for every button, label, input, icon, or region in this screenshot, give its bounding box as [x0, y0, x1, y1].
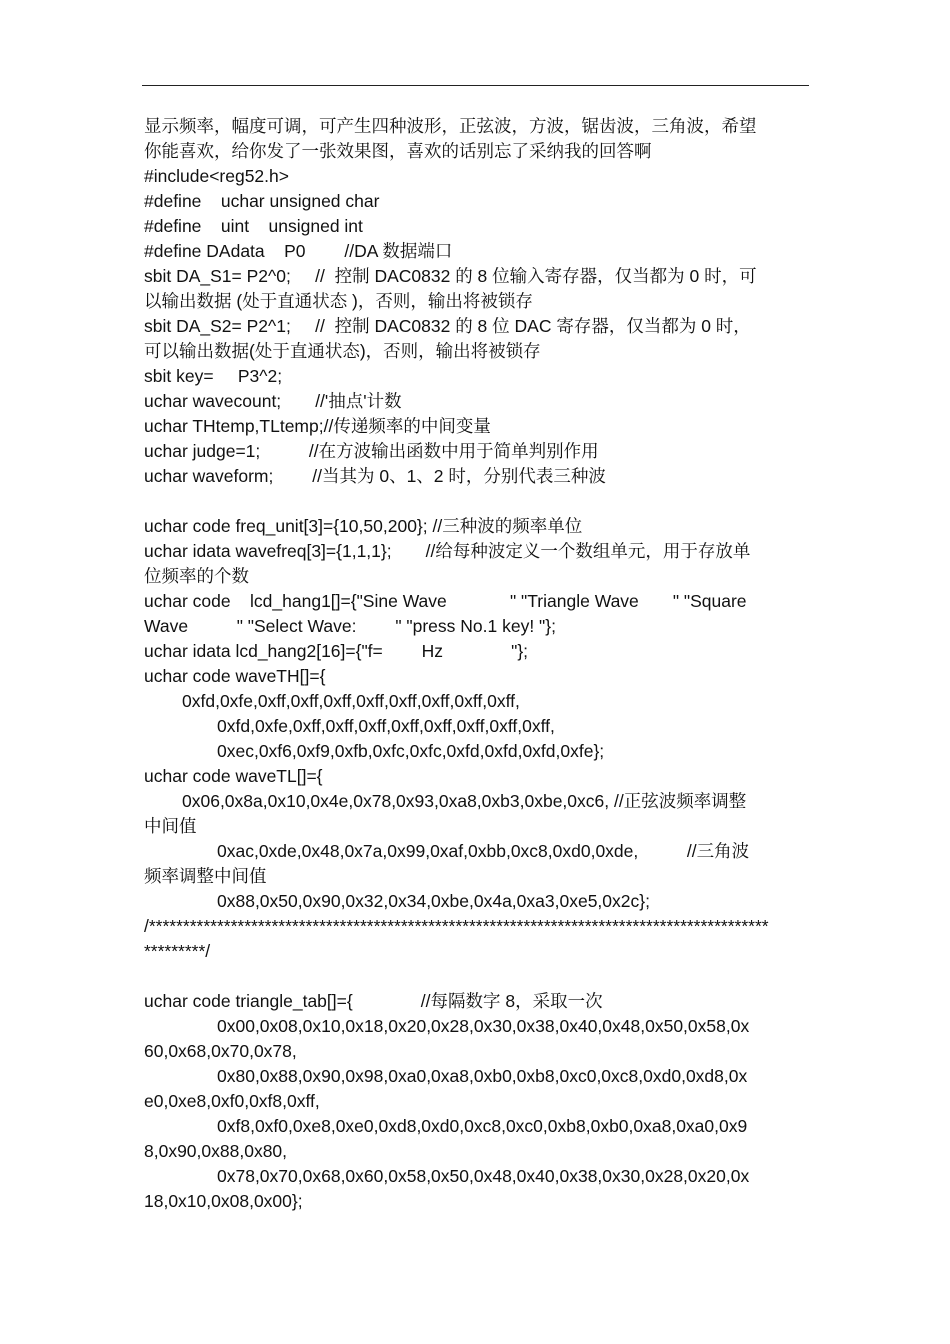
code-line: 0xfd,0xfe,0xff,0xff,0xff,0xff,0xff,0xff,0xff,0xff, — [182, 691, 520, 711]
code-line: uchar idata wavefreq[3]={1,1,1}; //给每种波定义一个数组单元，用于存放单 — [144, 541, 751, 561]
code-line: 以输出数据 (处于直通状态 )，否则，输出将被锁存 — [144, 291, 533, 311]
code-line: uchar code waveTH[]={ — [144, 666, 326, 686]
text-line: 显示频率，幅度可调，可产生四种波形，正弦波，方波，锯齿波，三角波，希望 — [144, 116, 757, 136]
code-line: 可以输出数据(处于直通状态)，否则，输出将被锁存 — [144, 341, 541, 361]
code-line: uchar code triangle_tab[]={ //每隔数字 8，采取一次 — [144, 991, 603, 1011]
blank-line — [144, 489, 812, 514]
code-line: 0xec,0xf6,0xf9,0xfb,0xfc,0xfc,0xfd,0xfd,0xfd,0xfe}; — [217, 741, 605, 761]
code-line: 0x78,0x70,0x68,0x60,0x58,0x50,0x48,0x40,0x38,0x30,0x28,0x20,0x — [217, 1166, 750, 1186]
code-line: uchar THtemp,TLtemp;//传递频率的中间变量 — [144, 416, 491, 436]
code-line: Wave " "Select Wave: " "press No.1 key! "}; — [144, 616, 556, 636]
code-line: 0xf8,0xf0,0xe8,0xe0,0xd8,0xd0,0xc8,0xc0,0xb8,0xb0,0xa8,0xa0,0x9 — [217, 1116, 748, 1136]
code-line: 0x00,0x08,0x10,0x18,0x20,0x28,0x30,0x38,0x40,0x48,0x50,0x58,0x — [217, 1016, 750, 1036]
blank-line — [144, 964, 812, 989]
code-line: #define DAdata P0 //DA 数据端口 — [144, 241, 453, 261]
code-line: e0,0xe8,0xf0,0xf8,0xff, — [144, 1091, 320, 1111]
code-line: uchar code lcd_hang1[]={"Sine Wave " "Triangle Wave " "Square — [144, 591, 747, 611]
code-line: 0x80,0x88,0x90,0x98,0xa0,0xa8,0xb0,0xb8,0xc0,0xc8,0xd0,0xd8,0x — [217, 1066, 748, 1086]
code-line: uchar wavecount; //'抽点'计数 — [144, 391, 402, 411]
code-line: #include<reg52.h> — [144, 166, 289, 186]
code-line: uchar judge=1; //在方波输出函数中用于简单判别作用 — [144, 441, 599, 461]
code-line: sbit key= P3^2; — [144, 366, 283, 386]
code-line: 中间值 — [144, 816, 197, 836]
code-line: uchar code freq_unit[3]={10,50,200}; //三种波的频率单位 — [144, 516, 583, 536]
code-line: 0x06,0x8a,0x10,0x4e,0x78,0x93,0xa8,0xb3,0xbe,0xc6, //正弦波频率调整 — [182, 791, 747, 811]
header-rule — [142, 85, 809, 86]
document-body — [144, 114, 812, 1214]
code-line: sbit DA_S2= P2^1; // 控制 DAC0832 的 8 位 DAC 寄存器，仅当都为 0 时， — [144, 316, 751, 336]
code-line: 0x88,0x50,0x90,0x32,0x34,0xbe,0x4a,0xa3,0xe5,0x2c}; — [217, 891, 650, 911]
code-line: 8,0x90,0x88,0x80, — [144, 1141, 288, 1161]
code-line: 频率调整中间值 — [144, 866, 267, 886]
code-line: #define uchar unsigned char — [144, 191, 380, 211]
comment-separator: *********/ — [144, 941, 211, 961]
code-line: uchar idata lcd_hang2[16]={"f= Hz "}; — [144, 641, 529, 661]
code-line: 0xac,0xde,0x48,0x7a,0x99,0xaf,0xbb,0xc8,0xd0,0xde, //三角波 — [217, 841, 750, 861]
text-line: 你能喜欢，给你发了一张效果图，喜欢的话别忘了采纳我的回答啊 — [144, 141, 652, 161]
code-line: 18,0x10,0x08,0x00}; — [144, 1191, 303, 1211]
code-line: 0xfd,0xfe,0xff,0xff,0xff,0xff,0xff,0xff,0xff,0xff, — [217, 716, 555, 736]
code-line: uchar code waveTL[]={ — [144, 766, 323, 786]
code-line: uchar waveform; //当其为 0、1、2 时，分别代表三种波 — [144, 466, 606, 486]
code-line: 60,0x68,0x70,0x78, — [144, 1041, 297, 1061]
code-line: 位频率的个数 — [144, 566, 249, 586]
code-line: sbit DA_S1= P2^0; // 控制 DAC0832 的 8 位输入寄存器，仅当都为 0 时，可 — [144, 266, 757, 286]
comment-separator: /******************************************************************************************* — [144, 916, 769, 936]
code-line: #define uint unsigned int — [144, 216, 363, 236]
